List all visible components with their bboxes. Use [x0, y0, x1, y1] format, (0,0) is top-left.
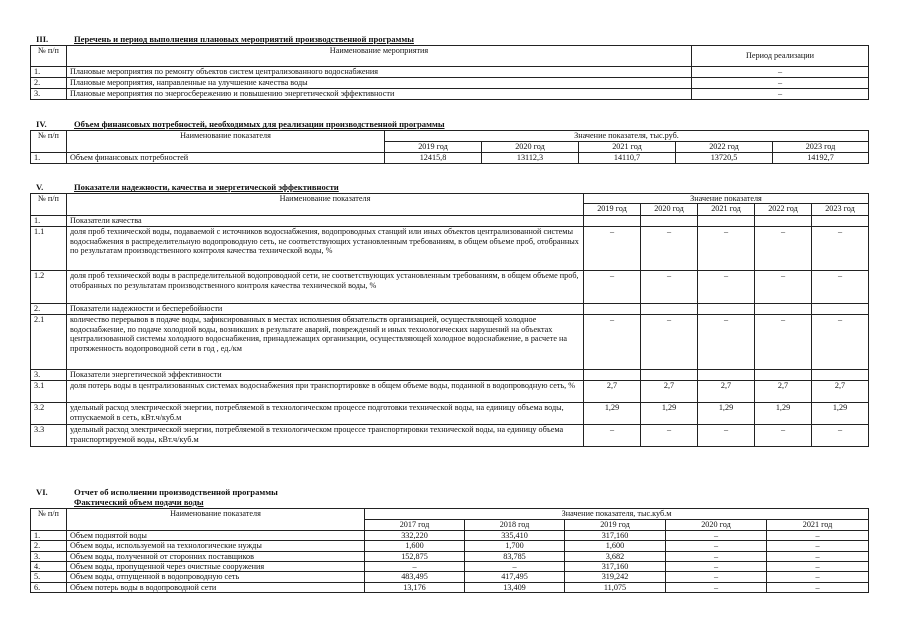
row-value: –: [698, 425, 755, 447]
row-value: –: [767, 541, 869, 551]
col-no-header: № п/п: [31, 45, 67, 66]
year-header: 2021 год: [767, 519, 869, 530]
row-number: 2.: [31, 541, 67, 551]
section-3: [30, 35, 869, 100]
group-row: [31, 370, 869, 381]
row-number: 3.: [31, 88, 67, 99]
row-name: Объем финансовых потребностей: [67, 152, 385, 163]
row-value: 1,600: [365, 541, 465, 551]
table-row: [31, 227, 869, 271]
year-header: 2022 год: [676, 141, 773, 152]
col-name-header: Наименование показателя: [67, 193, 584, 215]
section-6-subtitle: Фактический объем подачи воды: [74, 496, 204, 507]
col-name-header: Наименование показателя: [67, 130, 385, 152]
row-number: 3.2: [31, 403, 67, 425]
row-value: 1,29: [584, 403, 641, 425]
row-value: –: [698, 227, 755, 271]
row-name: Плановые мероприятия, направленные на улучшение качества воды: [67, 77, 692, 88]
row-name: Объем потерь воды в водопроводной сети: [67, 582, 365, 592]
row-value: 12415,8: [385, 152, 482, 163]
table-row: [31, 562, 869, 572]
year-header: 2023 год: [812, 204, 869, 216]
row-value: –: [641, 425, 698, 447]
row-value: –: [641, 271, 698, 304]
row-number: 1.: [31, 530, 67, 540]
row-value: 3,682: [565, 551, 666, 561]
row-value: –: [666, 551, 767, 561]
row-number: 3.1: [31, 381, 67, 403]
row-number: 1.2: [31, 271, 67, 304]
row-value: –: [767, 562, 869, 572]
row-name: Показатели энергетической эффективности: [67, 370, 584, 381]
row-number: 1.: [31, 152, 67, 163]
table-row: [31, 315, 869, 370]
row-name: количество перерывов в подаче воды, зафиксированных в местах исполнения обязательств организацией, осуществляющей холодное водоснабжение, по подаче холодной воды, возникших в результате аварий, повреждений и иных технологических нарушений на объектах централизованной системы холодного водоснабжения, принадлежащих организации, осуществляющей холодное водоснабжение, в расчете на протяженность водопроводной сети в год , ед./км: [67, 315, 584, 370]
col-name-header: Наименование показателя: [67, 508, 365, 530]
row-value: –: [666, 530, 767, 540]
row-name: Показатели качества: [67, 216, 584, 227]
row-name: Объем воды, полученной от сторонних поставщиков: [67, 551, 365, 561]
row-value: 13,409: [465, 582, 565, 592]
row-value: 1,600: [565, 541, 666, 551]
value-header: Значение показателя: [584, 193, 869, 203]
row-value: –: [812, 227, 869, 271]
row-value: –: [666, 541, 767, 551]
row-number: 2.1: [31, 315, 67, 370]
empty-cell: [641, 370, 698, 381]
group-row: [31, 304, 869, 315]
year-header: 2020 год: [641, 204, 698, 216]
empty-cell: [698, 370, 755, 381]
row-value: –: [812, 425, 869, 447]
row-number: 4.: [31, 562, 67, 572]
row-value: –: [465, 562, 565, 572]
row-period: –: [692, 66, 869, 77]
year-header: 2021 год: [698, 204, 755, 216]
table-row: [31, 271, 869, 304]
row-value: –: [767, 551, 869, 561]
row-value: –: [584, 271, 641, 304]
col-no-header: № п/п: [31, 508, 67, 530]
row-value: 319,242: [565, 572, 666, 582]
year-header: 2017 год: [365, 519, 465, 530]
row-number: 5.: [31, 572, 67, 582]
row-value: 317,160: [565, 530, 666, 540]
row-value: 317,160: [565, 562, 666, 572]
year-header: 2022 год: [755, 204, 812, 216]
table-row: [31, 551, 869, 561]
row-name: удельный расход электрической энергии, потребляемой в технологическом процессе подготовки технической воды, на единицу объема воды, отпускаемой в сеть, кВт.ч/куб.м: [67, 403, 584, 425]
col-period-header: Период реализации: [692, 45, 869, 66]
row-number: 3.: [31, 551, 67, 561]
row-value: 152,875: [365, 551, 465, 561]
year-header: 2019 год: [584, 204, 641, 216]
table-row: [31, 530, 869, 540]
row-value: –: [755, 425, 812, 447]
row-name: доля потерь воды в централизованных системах водоснабжения при транспортировке в общем объеме воды, поданной в водопроводную сеть, %: [67, 381, 584, 403]
section-5-title: V. Показатели надежности, качества и энергетической эффективности: [36, 182, 339, 192]
table-row: [31, 66, 869, 77]
year-header: 2019 год: [385, 141, 482, 152]
empty-cell: [812, 370, 869, 381]
row-value: –: [767, 572, 869, 582]
table-row: [31, 425, 869, 447]
row-value: 14192,7: [773, 152, 869, 163]
table-row: [31, 582, 869, 592]
table-row: [31, 88, 869, 99]
row-value: 2,7: [584, 381, 641, 403]
row-value: –: [666, 582, 767, 592]
row-value: 1,29: [812, 403, 869, 425]
row-value: 335,410: [465, 530, 565, 540]
row-name: Плановые мероприятия по энергосбережению и повышению энергетической эффективности: [67, 88, 692, 99]
empty-cell: [584, 216, 641, 227]
section-4-table: [30, 130, 869, 164]
row-value: –: [812, 271, 869, 304]
section-5-table: [30, 193, 869, 447]
row-value: 2,7: [641, 381, 698, 403]
empty-cell: [812, 304, 869, 315]
group-row: [31, 216, 869, 227]
row-number: 3.3: [31, 425, 67, 447]
row-value: –: [755, 227, 812, 271]
row-name: доля проб технической воды в распределительной водопроводной сети, не соответствующих установленным требованиям, в общем объеме проб, отобранных по результатам производственного контроля качества технической воды, %: [67, 271, 584, 304]
table-row: [31, 403, 869, 425]
row-name: Объем воды, используемой на технологические нужды: [67, 541, 365, 551]
row-value: –: [767, 530, 869, 540]
row-value: –: [755, 271, 812, 304]
year-header: 2018 год: [465, 519, 565, 530]
year-header: 2019 год: [565, 519, 666, 530]
row-value: –: [584, 315, 641, 370]
row-name: Объем воды, пропущенной через очистные сооружения: [67, 562, 365, 572]
empty-cell: [641, 216, 698, 227]
row-value: –: [584, 227, 641, 271]
row-value: 13720,5: [676, 152, 773, 163]
row-value: –: [365, 562, 465, 572]
year-header: 2020 год: [482, 141, 579, 152]
row-number: 6.: [31, 582, 67, 592]
col-no-header: № п/п: [31, 130, 67, 152]
row-value: –: [584, 425, 641, 447]
row-value: 2,7: [755, 381, 812, 403]
row-name: удельный расход электрической энергии, потребляемой в технологическом процессе транспортировки технической воды, на единицу объема транспортируемой воды, кВт.ч/куб.м: [67, 425, 584, 447]
value-header: Значение показателя, тыс.руб.: [385, 130, 869, 141]
section-3-title: III. Перечень и период выполнения плановых мероприятий производственной программы: [36, 34, 414, 44]
row-number: 1.: [31, 66, 67, 77]
row-period: –: [692, 88, 869, 99]
empty-cell: [812, 216, 869, 227]
row-name: Объем воды, отпущенной в водопроводную сеть: [67, 572, 365, 582]
row-name: Плановые мероприятия по ремонту объектов систем централизованного водоснабжения: [67, 66, 692, 77]
empty-cell: [698, 304, 755, 315]
row-value: 417,495: [465, 572, 565, 582]
row-value: 14110,7: [579, 152, 676, 163]
row-value: 1,29: [698, 403, 755, 425]
row-name: Показатели надежности и бесперебойности: [67, 304, 584, 315]
section-3-table: [30, 45, 869, 100]
section-6-table: [30, 508, 869, 594]
row-value: –: [666, 562, 767, 572]
empty-cell: [641, 304, 698, 315]
year-header: 2021 год: [579, 141, 676, 152]
row-number: 3.: [31, 370, 67, 381]
row-number: 1.1: [31, 227, 67, 271]
row-number: 2.: [31, 77, 67, 88]
table-row: [31, 541, 869, 551]
table-row: [31, 572, 869, 582]
col-name-header: Наименование мероприятия: [67, 45, 692, 66]
row-value: 2,7: [698, 381, 755, 403]
year-header: 2020 год: [666, 519, 767, 530]
section-4: [30, 120, 869, 164]
row-value: 483,495: [365, 572, 465, 582]
row-value: –: [698, 271, 755, 304]
row-period: –: [692, 77, 869, 88]
year-header: 2023 год: [773, 141, 869, 152]
row-number: 1.: [31, 216, 67, 227]
row-number: 2.: [31, 304, 67, 315]
row-value: 13112,3: [482, 152, 579, 163]
row-value: 2,7: [812, 381, 869, 403]
row-value: –: [641, 315, 698, 370]
row-name: доля проб технической воды, подаваемой с источников водоснабжения, водопроводных станций или иных объектов централизованной системы водоснабжения в распределительную водопроводную сеть, не соответствующих установленным требованиям, в общем объеме проб, отобранных по результатам производственного контроля качества технической воды, %: [67, 227, 584, 271]
row-value: –: [767, 582, 869, 592]
row-value: 332,220: [365, 530, 465, 540]
row-value: –: [666, 572, 767, 582]
empty-cell: [755, 304, 812, 315]
row-value: 83,785: [465, 551, 565, 561]
section-4-title: IV. Объем финансовых потребностей, необходимых для реализации производственной программы: [36, 119, 445, 129]
empty-cell: [755, 370, 812, 381]
empty-cell: [584, 370, 641, 381]
row-value: 1,29: [641, 403, 698, 425]
row-value: 11,075: [565, 582, 666, 592]
section-6: [30, 488, 869, 593]
row-value: –: [755, 315, 812, 370]
value-header: Значение показателя, тыс.куб.м: [365, 508, 869, 519]
table-row: [31, 381, 869, 403]
row-value: 1,29: [755, 403, 812, 425]
empty-cell: [755, 216, 812, 227]
empty-cell: [698, 216, 755, 227]
col-no-header: № п/п: [31, 193, 67, 215]
table-row: [31, 152, 869, 163]
empty-cell: [584, 304, 641, 315]
row-value: 13,176: [365, 582, 465, 592]
row-name: Объем поднятой воды: [67, 530, 365, 540]
row-value: –: [698, 315, 755, 370]
section-6-title: VI. Отчет об исполнении производственной программы: [36, 487, 278, 497]
row-value: 1,700: [465, 541, 565, 551]
section-5: [30, 183, 869, 447]
row-value: –: [812, 315, 869, 370]
row-value: –: [641, 227, 698, 271]
table-row: [31, 77, 869, 88]
